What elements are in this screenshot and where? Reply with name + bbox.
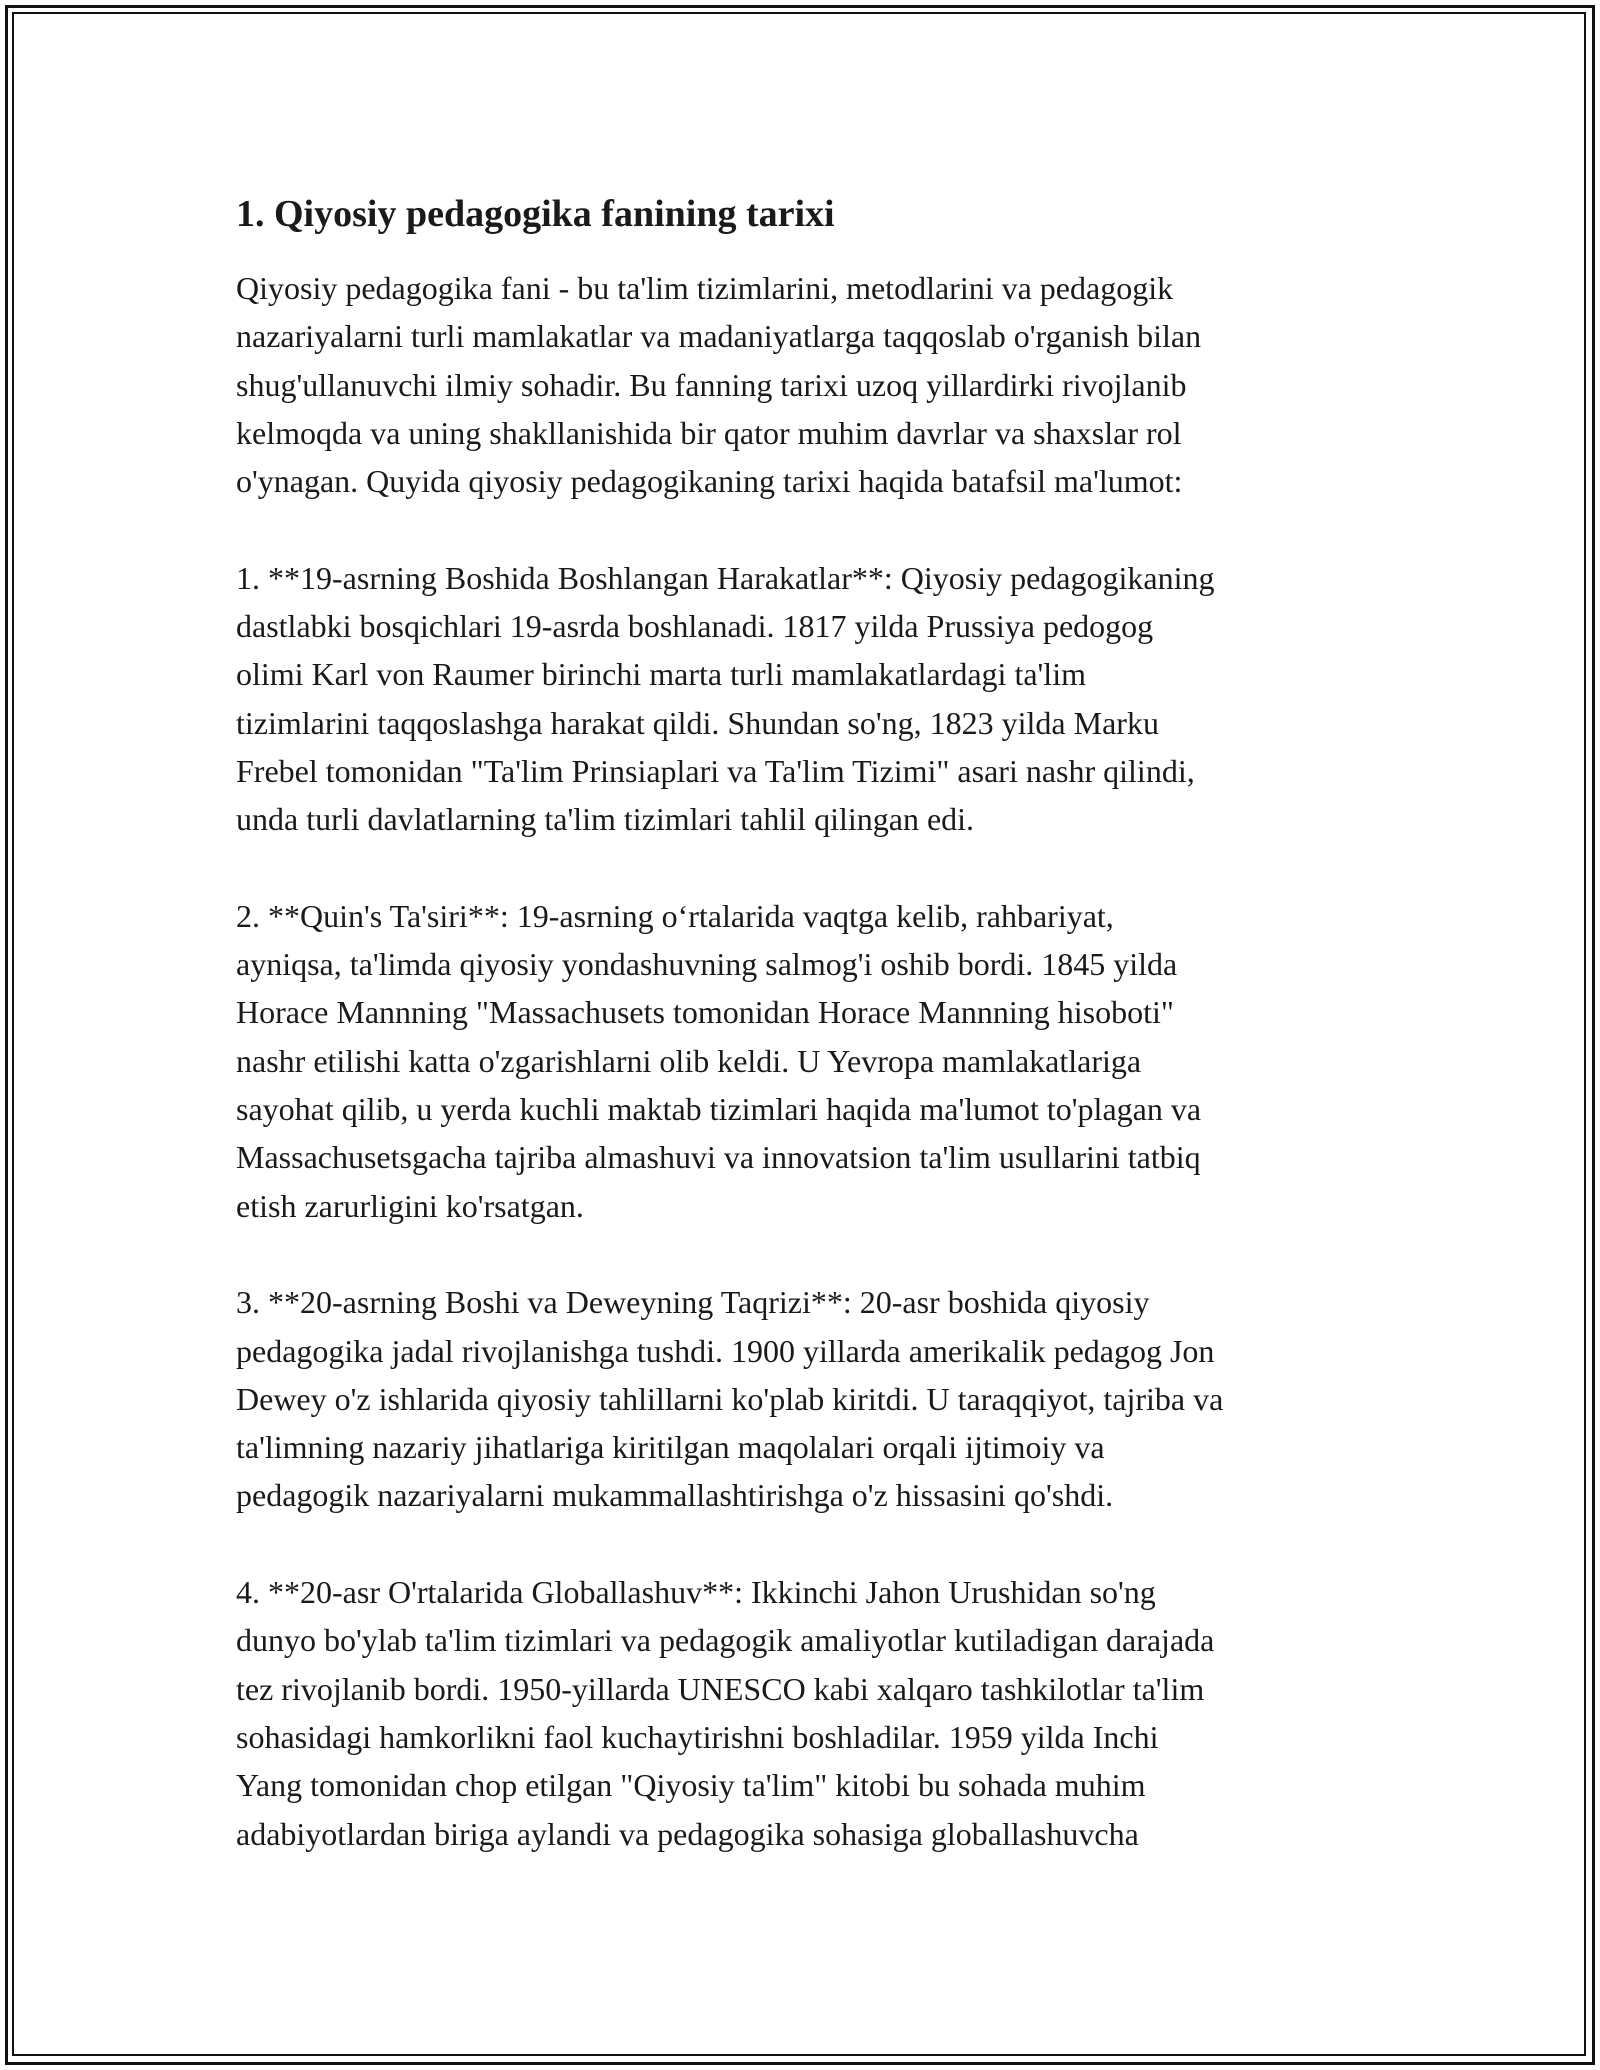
document-title: 1. Qiyosiy pedagogika fanining tarixi <box>236 193 835 235</box>
paragraph-line: nashr etilishi katta o'zgarishlarni olib keldi. U Yevropa mamlakatlariga <box>236 1042 1142 1079</box>
paragraph-list <box>236 264 1376 1858</box>
paragraph <box>236 1278 1376 1519</box>
paragraph-line: dunyo bo'ylab ta'lim tizimlari va pedagogik amaliyotlar kutiladigan darajada <box>236 1622 1215 1659</box>
paragraph-line: tizimlarini taqqoslashga harakat qildi. Shundan so'ng, 1823 yilda Marku <box>236 704 1159 741</box>
paragraph-line: olimi Karl von Raumer birinchi marta turli mamlakatlardagi ta'lim <box>236 656 1086 693</box>
paragraph-line: Dewey o'z ishlarida qiyosiy tahlillarni ko'plab kiritdi. U taraqqiyot, tajriba va <box>236 1380 1224 1417</box>
document-body <box>236 186 1376 1906</box>
paragraph-line: Qiyosiy pedagogika fani - bu ta'lim tizimlarini, metodlarini va pedagogik <box>236 270 1174 306</box>
paragraph-line: 2. **Quin's Ta'siri**: 19-asrning o‘rtalarida vaqtga kelib, rahbariyat, <box>236 897 1114 934</box>
paragraph-line: o'ynagan. Quyida qiyosiy pedagogikaning tarixi haqida batafsil ma'lumot: <box>236 463 1183 500</box>
paragraph-line: Massachusetsgacha tajriba almashuvi va innovatsion ta'lim usullarini tatbiq <box>236 1139 1201 1176</box>
paragraph-line: sayohat qilib, u yerda kuchli maktab tizimlari haqida ma'lumot to'plagan va <box>236 1091 1202 1128</box>
paragraph <box>236 1568 1376 1858</box>
paragraph-line: ta'limning nazariy jihatlariga kiritilgan maqolalari orqali ijtimoiy va <box>236 1429 1105 1466</box>
paragraph-line: shug'ullanuvchi ilmiy sohadir. Bu fanning tarixi uzoq yillardirki rivojlanib <box>236 366 1187 403</box>
paragraph-line: ayniqsa, ta'limda qiyosiy yondashuvning salmog'i oshib bordi. 1845 yilda <box>236 946 1178 983</box>
paragraph-line: unda turli davlatlarning ta'lim tizimlari tahlil qilingan edi. <box>236 801 975 838</box>
paragraph-line: etish zarurligini ko'rsatgan. <box>236 1187 584 1224</box>
paragraph-line: pedagogik nazariyalarni mukammallashtirishga o'z hissasini qo'shdi. <box>236 1477 1114 1514</box>
paragraph-line: 1. **19-asrning Boshida Boshlangan Harakatlar**: Qiyosiy pedagogikaning <box>236 559 1215 596</box>
paragraph-line: tez rivojlanib bordi. 1950-yillarda UNESCO kabi xalqaro tashkilotlar ta'lim <box>236 1670 1205 1707</box>
paragraph-line: Horace Mannning "Massachusets tomonidan Horace Mannning hisoboti" <box>236 994 1174 1031</box>
paragraph <box>236 554 1376 844</box>
paragraph <box>236 264 1376 505</box>
paragraph-line: nazariyalarni turli mamlakatlar va madaniyatlarga taqqoslab o'rganish bilan <box>236 318 1202 355</box>
paragraph <box>236 892 1376 1230</box>
paragraph-line: dastlabki bosqichlari 19-asrda boshlanadi. 1817 yilda Prussiya pedogog <box>236 608 1154 645</box>
paragraph-line: 4. **20-asr O'rtalarida Globallashuv**: Ikkinchi Jahon Urushidan so'ng <box>236 1574 1156 1611</box>
paragraph-line: 3. **20-asrning Boshi va Deweyning Taqrizi**: 20-asr boshida qiyosiy <box>236 1284 1150 1321</box>
paragraph-line: Frebel tomonidan "Ta'lim Prinsiaplari va Ta'lim Tizimi" asari nashr qilindi, <box>236 752 1195 789</box>
paragraph-line: kelmoqda va uning shakllanishida bir qator muhim davrlar va shaxslar rol <box>236 414 1182 451</box>
paragraph-line: Yang tomonidan chop etilgan "Qiyosiy ta'lim" kitobi bu sohada muhim <box>236 1767 1146 1804</box>
paragraph-line: pedagogika jadal rivojlanishga tushdi. 1900 yillarda amerikalik pedagog Jon <box>236 1332 1215 1369</box>
paragraph-line: adabiyotlardan biriga aylandi va pedagogika sohasiga globallashuvcha <box>236 1815 1139 1852</box>
paragraph-line: sohasidagi hamkorlikni faol kuchaytirishni boshladilar. 1959 yilda Inchi <box>236 1718 1159 1755</box>
